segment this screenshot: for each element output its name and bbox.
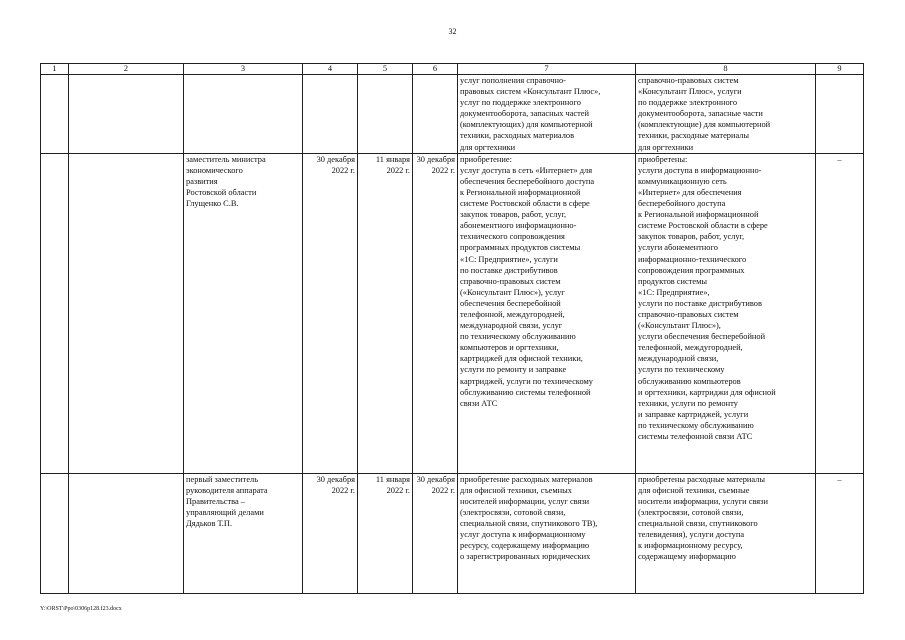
cell-col-1 xyxy=(41,75,69,154)
result-line: («Консультант Плюс»), xyxy=(638,321,721,331)
activity-line: правовых систем «Консультант Плюс», xyxy=(460,87,601,97)
activity-line: компьютеров и оргтехники, xyxy=(460,343,559,353)
result-line: информационно-технического xyxy=(638,254,747,264)
result-line: «Консультант Плюс», услуги xyxy=(638,87,742,97)
result-line: и заправке картриджей, услуги xyxy=(638,409,749,419)
official-cell xyxy=(184,153,303,473)
official-line: заместитель министра xyxy=(186,154,266,164)
result-line: документооборота, запасные части xyxy=(638,109,763,119)
result-line: справочно-правовых систем xyxy=(638,309,739,319)
result-line: и оргтехники, картриджи для офисной xyxy=(638,387,776,397)
column-header: 5 xyxy=(358,64,413,75)
activity-line: «1С: Предприятие», услуги xyxy=(460,254,558,264)
result-line: «Интернет» для обеспечения xyxy=(638,187,742,197)
official-line: Дядьков Т.П. xyxy=(186,519,233,529)
end-date-cell xyxy=(413,75,458,154)
activity-line: системе Ростовской области в сфере xyxy=(460,199,590,209)
report-table xyxy=(40,63,864,594)
official-line: развития xyxy=(186,176,218,186)
result-line: (электросвязи, сотовой связи, xyxy=(638,507,744,517)
activity-line: международной связи, услуг xyxy=(460,321,563,331)
note-cell: – xyxy=(816,473,864,593)
activity-line: к Региональной информационной xyxy=(460,187,581,197)
activity-line: приобретение расходных материалов xyxy=(460,474,593,484)
activity-line: картриджей, услуги по техническому xyxy=(460,376,593,386)
result-line: международной связи, xyxy=(638,354,719,364)
planned-activity-cell xyxy=(458,153,636,473)
cell-col-1 xyxy=(41,153,69,473)
activity-line: связи АТС xyxy=(460,398,498,408)
official-cell xyxy=(184,75,303,154)
result-line: услуги по техническому xyxy=(638,365,725,375)
planned-activity-cell xyxy=(458,473,636,593)
activity-line: для оргтехники xyxy=(460,142,516,152)
table-row xyxy=(41,153,864,473)
activity-line: («Консультант Плюс»), услуг xyxy=(460,287,565,297)
planned-activity-cell xyxy=(458,75,636,154)
activity-line: закупок товаров, работ, услуг, xyxy=(460,210,567,220)
activity-line: по техническому обслуживанию xyxy=(460,332,576,342)
activity-line: картриджей для офисной техники, xyxy=(460,354,583,364)
completed-activity-cell xyxy=(636,473,816,593)
activity-line: справочно-правовых систем xyxy=(460,276,561,286)
official-line: экономического xyxy=(186,165,243,175)
start-date-cell: 30 декабря 2022 г. xyxy=(303,153,358,473)
activity-line: (комплектующих) для компьютерной xyxy=(460,120,593,130)
file-path-footer: Y:\ORST\Ppo\0306p128.f23.docx xyxy=(40,606,122,612)
column-header: 9 xyxy=(816,64,864,75)
activity-line: для офисной техники, съемных xyxy=(460,485,572,495)
activity-line: обслуживанию системы телефонной xyxy=(460,387,591,397)
official-line: Правительства – xyxy=(186,496,245,506)
result-line: системы телефонной связи АТС xyxy=(638,432,753,441)
result-line: телевидения), услуги доступа xyxy=(638,530,745,540)
plan-date-cell: 11 января 2022 г. xyxy=(358,153,413,473)
note-cell: – xyxy=(816,153,864,473)
result-line: «1С: Предприятие», xyxy=(638,287,710,297)
result-line: приобретены расходные материалы xyxy=(638,474,765,484)
activity-line: услуг доступа к информационному xyxy=(460,530,586,540)
activity-line: приобретение: xyxy=(460,154,512,164)
end-date-cell: 30 декабря 2022 г. xyxy=(413,473,458,593)
cell-col-2 xyxy=(69,75,184,154)
activity-line: программных продуктов системы xyxy=(460,243,581,253)
activity-line: по поставке дистрибутивов xyxy=(460,265,558,275)
result-line: телефонной, междугородней, xyxy=(638,343,743,353)
result-line: бесперебойного доступа xyxy=(638,199,726,209)
result-line: услуги обеспечения бесперебойной xyxy=(638,332,766,342)
result-line: по поддержке электронного xyxy=(638,98,738,108)
column-header: 3 xyxy=(184,64,303,75)
result-line: услуги абонементного xyxy=(638,243,718,253)
column-header: 8 xyxy=(636,64,816,75)
activity-line: документооборота, запасных частей xyxy=(460,109,590,119)
completed-activity-cell xyxy=(636,75,816,154)
result-line: содержащему информацию xyxy=(638,552,736,562)
result-line: специальной связи, спутникового xyxy=(638,519,758,529)
result-line: по техническому обслуживанию xyxy=(638,420,754,430)
result-line: техники, расходные материалы xyxy=(638,131,750,141)
activity-line: (электросвязи, сотовой связи, xyxy=(460,507,566,517)
activity-line: ресурсу, содержащему информацию xyxy=(460,541,590,551)
column-header: 6 xyxy=(413,64,458,75)
column-header: 7 xyxy=(458,64,636,75)
activity-line: специальной связи, спутникового ТВ), xyxy=(460,519,598,529)
official-line: руководителя аппарата xyxy=(186,485,268,495)
plan-date-cell xyxy=(358,75,413,154)
result-line: к информационному ресурсу, xyxy=(638,541,743,551)
activity-line: о зарегистрированных юридических xyxy=(460,552,591,562)
column-header: 4 xyxy=(303,64,358,75)
official-cell xyxy=(184,473,303,593)
completed-activity-cell xyxy=(636,153,816,473)
activity-line: технического сопровождения xyxy=(460,232,565,242)
result-line: (комплектующие) для компьютерной xyxy=(638,120,771,130)
start-date-cell xyxy=(303,75,358,154)
official-line: первый заместитель xyxy=(186,474,259,484)
result-line: справочно-правовых систем xyxy=(638,76,739,85)
plan-date-cell: 11 января 2022 г. xyxy=(358,473,413,593)
activity-line: носителей информации, услуг связи xyxy=(460,496,590,506)
table-row xyxy=(41,75,864,154)
official-line: управляющий делами xyxy=(186,507,264,517)
start-date-cell: 30 декабря 2022 г. xyxy=(303,473,358,593)
result-line: закупок товаров, работ, услуг, xyxy=(638,232,745,242)
result-line: приобретены: xyxy=(638,154,688,164)
cell-col-1 xyxy=(41,473,69,593)
cell-col-2 xyxy=(69,153,184,473)
result-line: услуги доступа в информационно- xyxy=(638,165,762,175)
result-line: сопровождения программных xyxy=(638,265,745,275)
activity-line: абонементного информационно- xyxy=(460,221,577,231)
result-line: носители информации, услуги связи xyxy=(638,496,768,506)
activity-line: телефонной, междугородней, xyxy=(460,309,565,319)
column-number-row xyxy=(41,64,864,75)
activity-line: обеспечения бесперебойного доступа xyxy=(460,176,595,186)
activity-line: услуги по ремонту и заправке xyxy=(460,365,567,375)
activity-line: услуг доступа в сеть «Интернет» для xyxy=(460,165,593,175)
note-cell xyxy=(816,75,864,154)
activity-line: техники, расходных материалов xyxy=(460,131,575,141)
page-number: 32 xyxy=(448,27,457,36)
official-line: Глущенко С.В. xyxy=(186,199,239,209)
result-line: для офисной техники, съемные xyxy=(638,485,750,495)
result-line: к Региональной информационной xyxy=(638,210,759,220)
cell-col-2 xyxy=(69,473,184,593)
table-row xyxy=(41,473,864,593)
column-header: 2 xyxy=(69,64,184,75)
result-line: системе Ростовской области в сфере xyxy=(638,221,768,231)
activity-line: обеспечения бесперебойной xyxy=(460,298,561,308)
column-header: 1 xyxy=(41,64,69,75)
result-line: для оргтехники xyxy=(638,142,694,152)
result-line: обслуживанию компьютеров xyxy=(638,376,741,386)
end-date-cell: 30 декабря 2022 г. xyxy=(413,153,458,473)
result-line: продуктов системы xyxy=(638,276,708,286)
result-line: техники, услуги по ремонту xyxy=(638,398,738,408)
result-line: услуги по поставке дистрибутивов xyxy=(638,298,762,308)
activity-line: услуг по поддержке электронного xyxy=(460,98,581,108)
official-line: Ростовской области xyxy=(186,187,257,197)
activity-line: услуг пополнения справочно- xyxy=(460,76,566,85)
result-line: коммуникационную сеть xyxy=(638,176,727,186)
